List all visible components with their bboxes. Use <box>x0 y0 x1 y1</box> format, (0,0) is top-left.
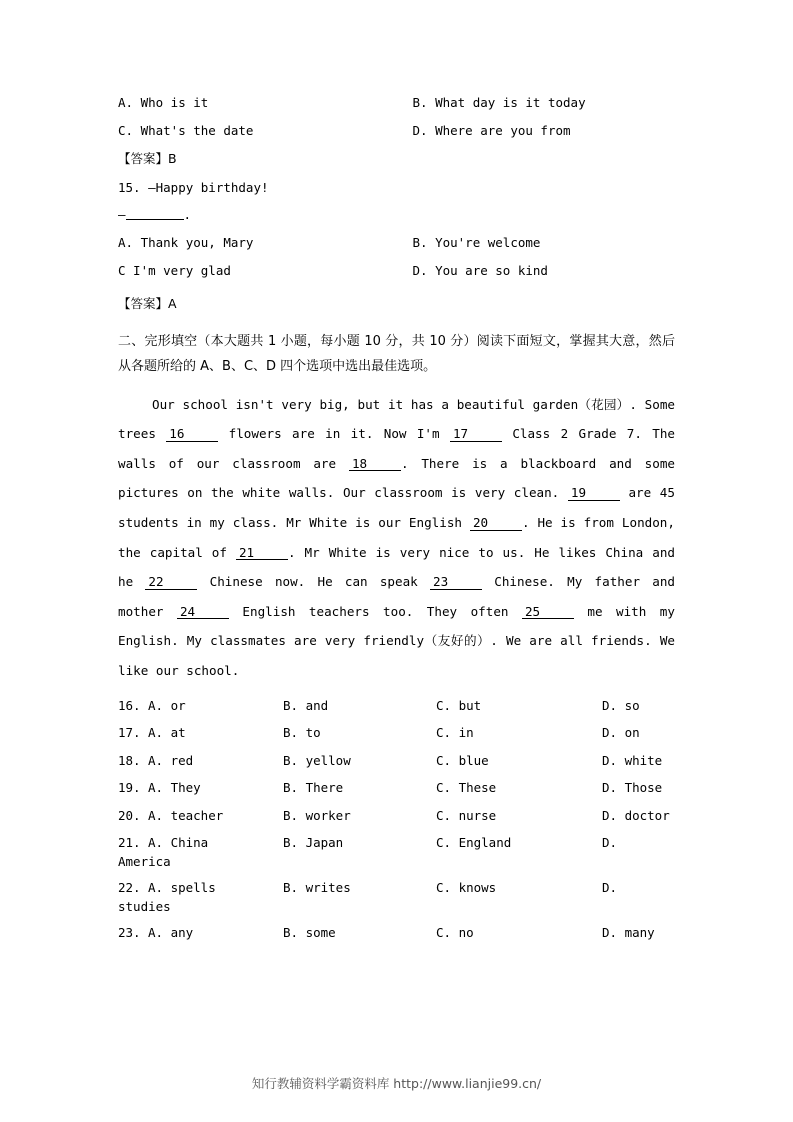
q15-option-d: D. You are so kind <box>412 263 548 278</box>
choice-20-c: C. nurse <box>436 807 497 823</box>
passage-seg-6: Our classroom is very clean. <box>342 485 560 501</box>
passage-seg-13: Chinese. <box>494 574 555 590</box>
blank-16: 16 <box>166 428 218 442</box>
spacer <box>118 286 675 296</box>
passage-seg-9: . He is from London, the capital of <box>118 515 675 560</box>
choice-23-a: A. any <box>148 925 194 941</box>
choice-20-a: A. teacher <box>148 807 224 823</box>
q14-option-row-2 <box>118 123 675 138</box>
blank-22: 22 <box>145 576 197 590</box>
blank-23: 23 <box>430 576 482 590</box>
passage-seg-4: classroom are <box>232 455 337 471</box>
choice-22-d: D. <box>602 880 618 896</box>
choice-17-b: B. to <box>283 725 321 741</box>
choice-23-c: C. no <box>436 925 474 941</box>
q15-option-c: C I'm very glad <box>118 263 231 278</box>
page-footer-watermark: 知行教辅资料学霸资料库 http://www.lianjie99.cn/ <box>251 1076 542 1091</box>
choice-17-d: D. on <box>602 725 640 741</box>
choice-16-d: D. so <box>602 697 640 713</box>
blank-19: 19 <box>568 487 620 501</box>
choice-23-d: D. many <box>602 925 655 941</box>
choice-23-b: B. some <box>283 925 336 941</box>
blank-17: 17 <box>450 428 502 442</box>
passage-seg-7: are 45 students in my class. Mr White is our <box>118 485 675 531</box>
choice-row-20 <box>118 808 675 823</box>
cloze-passage <box>118 390 675 686</box>
choice-row-19 <box>118 780 675 795</box>
passage-seg-2: flowers are in it. Now I'm <box>228 426 440 442</box>
q14-option-a: A. Who is it <box>118 95 209 110</box>
blank-18: 18 <box>349 458 401 472</box>
passage-seg-15: English teachers too. They often <box>242 603 509 619</box>
q15-option-row-2 <box>118 263 675 278</box>
q15-answer-blank <box>126 207 184 220</box>
passage-seg-3: Class 2 Grade 7. The walls of our <box>118 426 676 471</box>
q14-option-b: B. What day is it today <box>412 95 586 110</box>
q15-period: . <box>183 207 192 222</box>
choice-21-c: C. England <box>436 835 512 851</box>
choice-number-23: 23. <box>118 925 141 941</box>
choice-number-21: 21. <box>118 835 141 851</box>
choice-19-c: C. These <box>436 780 497 796</box>
q15-option-row-1 <box>118 235 675 250</box>
choice-18-c: C. blue <box>436 752 489 768</box>
choice-row-22 <box>118 880 675 895</box>
choice-18-b: B. yellow <box>283 752 351 768</box>
choice-row-21 <box>118 835 675 850</box>
passage-seg-10: . Mr White is very nice <box>287 544 470 560</box>
choice-18-d: D. white <box>602 752 663 768</box>
answer-15: 【答案】A <box>118 296 177 311</box>
choice-number-18: 18. <box>118 752 141 768</box>
passage-seg-5: . There is a blackboard and some pictures on the white walls. <box>118 455 675 501</box>
choice-19-d: D. Those <box>602 780 663 796</box>
passage-seg-16: me with my <box>587 603 675 619</box>
passage-seg-12: Chinese now. He can speak <box>209 574 418 590</box>
choice-row-23 <box>118 925 675 940</box>
choice-18-a: A. red <box>148 752 194 768</box>
choice-21-d-wrap: America <box>118 854 171 870</box>
blank-21: 21 <box>236 547 288 561</box>
passage-seg-1: Our school isn't very big, but it has a beautiful garden（花园）. Some trees <box>118 396 675 442</box>
q14-option-c: C. What's the date <box>118 123 254 138</box>
choice-16-c: C. but <box>436 697 482 713</box>
q15-option-b: B. You're welcome <box>412 235 541 250</box>
choice-19-a: A. They <box>148 780 201 796</box>
choice-21-b: B. Japan <box>283 835 344 851</box>
blank-25: 25 <box>522 606 574 620</box>
choice-22-a: A. spells <box>148 880 216 896</box>
choice-row-16 <box>118 698 675 713</box>
q15-option-a: A. Thank you, Mary <box>118 235 254 250</box>
blank-24: 24 <box>177 606 229 620</box>
passage-seg-18: school. <box>186 663 240 679</box>
choice-22-b: B. writes <box>283 880 351 896</box>
choice-20-d: D. doctor <box>602 807 670 823</box>
choice-16-b: B. and <box>283 697 329 713</box>
choice-21-a: A. China <box>148 835 209 851</box>
passage-seg-14: My father and mother <box>118 574 675 619</box>
passage-seg-17: English. My classmates are very friendly（友好的）. We are all friends. We like our <box>118 633 675 679</box>
choice-number-17: 17. <box>118 725 141 741</box>
choice-number-16: 16. <box>118 697 141 713</box>
q14-option-row-1 <box>118 95 675 110</box>
choice-22-c: C. knows <box>436 880 497 896</box>
question-15-line2 <box>118 207 675 222</box>
choice-17-a: A. at <box>148 725 186 741</box>
blank-20: 20 <box>470 517 522 531</box>
choice-number-20: 20. <box>118 807 141 823</box>
choice-row-18 <box>118 753 675 768</box>
choice-19-b: B. There <box>283 780 344 796</box>
choice-20-b: B. worker <box>283 807 351 823</box>
answer-14: 【答案】B <box>118 151 177 166</box>
q14-option-d: D. Where are you from <box>412 123 571 138</box>
choice-row-17 <box>118 725 675 740</box>
choice-17-c: C. in <box>436 725 474 741</box>
q15-dash: — <box>118 207 126 222</box>
question-15-line1: 15. —Happy birthday! <box>118 180 269 195</box>
choice-number-19: 19. <box>118 780 141 796</box>
passage-seg-8: English <box>408 515 462 531</box>
choice-number-22: 22. <box>118 880 141 896</box>
choice-22-d-wrap: studies <box>118 899 171 915</box>
choice-21-d: D. <box>602 835 618 851</box>
section-heading: 二、完形填空（本大题共 1 小题，每小题 10 分，共 10 分）阅读下面短文，掌握其大意，然后从各题所给的 A、B、C、D 四个选项中选出最佳选项。 <box>118 334 675 375</box>
choice-16-a: A. or <box>148 697 186 713</box>
passage-seg-11: to us. He likes China and he <box>118 544 675 590</box>
